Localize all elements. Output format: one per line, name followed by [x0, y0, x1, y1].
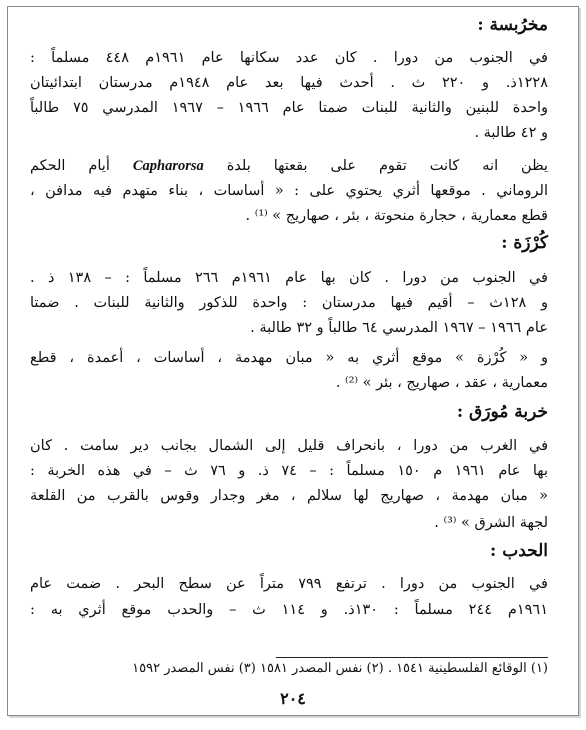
- text-line: و ١٢٨ث – أقيم فيها مدرستان : واحدة للذكور والثانية للبنات . ضمتا: [30, 295, 548, 311]
- text-line: في الجنوب من دورا . ترتفع ٧٩٩ متراً عن سطح البحر . ضمت عام: [30, 576, 548, 592]
- text-line: بها عام ١٩٦١ م ١٥٠ مسلماً : – ٧٤ ذ. و ٧٦ ث – في هذه الخربة :: [30, 463, 548, 479]
- text-fragment: يظن انه كانت تقوم على بقعتها بلدة: [226, 158, 549, 174]
- text-line: ١٢٢٨ذ. و ٢٢٠ ث . أحدث فيها بعد عام ١٩٤٨م مدرستان ابتدائيتان: [30, 75, 548, 91]
- section-title-hadab: الحدب :: [490, 541, 548, 561]
- footnote-divider: [276, 657, 548, 658]
- text-line: في الجنوب من دورا . كان عدد سكانها عام ١٩٦١م ٤٤٨ مسلماً :: [30, 50, 548, 66]
- latin-term: Capharorsa: [132, 158, 204, 174]
- text-line: واحدة للبنين والثانية للبنات ضمتا عام ١٩٦٦ – ١٩٦٧ المدرسي ٧٥ طالباً: [30, 100, 548, 116]
- footnotes: (١) الوقائع الفلسطينية ١٥٤١ . (٢) نفس المصدر ١٥٨١ (٣) نفس المصدر ١٥٩٢: [132, 661, 548, 676]
- text-line: ١٩٦١م ٢٤٤ مسلماً : ١٣٠ذ. و ١١٤ ث – والحدب موقع أثري به :: [30, 602, 548, 618]
- text-line: في الغرب من دورا ، بانحراف قليل إلى الشمال بجانب دير سامت . كان: [30, 438, 548, 454]
- text-line-with-latin: [30, 155, 548, 177]
- text-line: معمارية ، عقد ، صهاريج ، بئر » ⁽²⁾ .: [335, 375, 548, 391]
- page-number: ٢٠٤: [280, 689, 306, 708]
- text-line: قطع معمارية ، حجارة منحوتة ، بئر ، صهاريج » ⁽¹⁾ .: [245, 208, 548, 224]
- section-title-kurza: كُرْزَة :: [501, 233, 548, 253]
- text-line: في الجنوب من دورا . كان بها عام ١٩٦١م ٢٦٦ مسلماً : – ١٣٨ ذ .: [30, 270, 548, 286]
- document-page: [7, 6, 579, 716]
- text-fragment: أيام الحكم: [30, 158, 110, 174]
- section-title-mkhrbsa: مخرُبسة :: [477, 15, 548, 35]
- text-line: و ٤٢ طالبة .: [474, 125, 548, 141]
- text-line: لجهة الشرق » ⁽³⁾ .: [434, 515, 548, 531]
- section-title-khirbet-mawraq: خربة مُورَق :: [456, 402, 548, 422]
- text-line: « مبان مهدمة ، صهاريج لها سلالم ، مغر وجدار وقوس بالقرب من القلعة: [30, 488, 548, 504]
- text-line: عام ١٩٦٦ – ١٩٦٧ المدرسي ٦٤ طالباً و ٣٢ طالبة .: [250, 320, 548, 336]
- text-line: و « كُرْزة » موقع أثري به « مبان مهدمة ، أساسات ، أعمدة ، قطع: [30, 350, 548, 366]
- text-line: الروماني . موقعها أثري يحتوي على : « أساسات ، بناء متهدم فيه مدافن ،: [30, 183, 548, 199]
